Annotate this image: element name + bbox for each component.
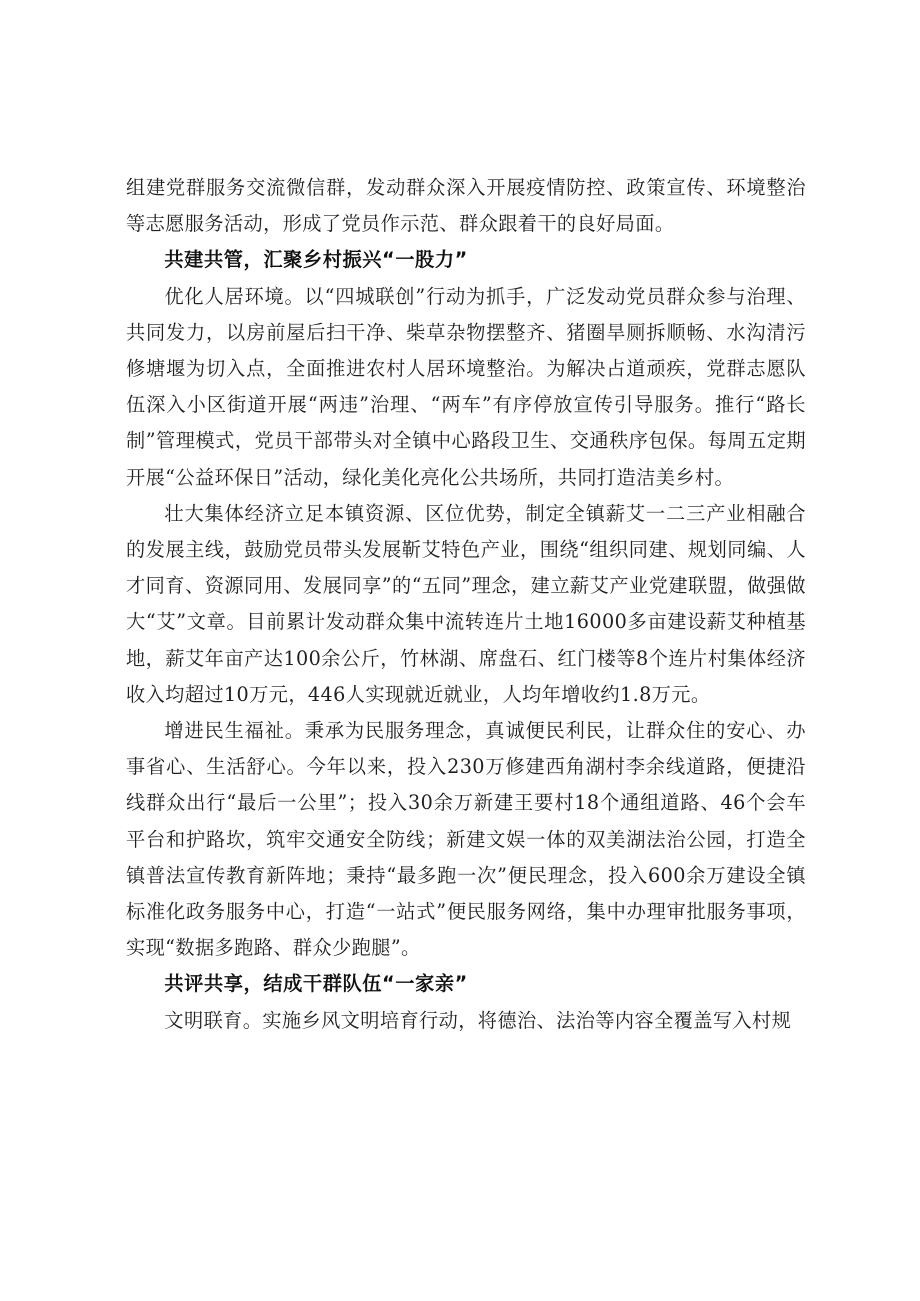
section-heading-co-build: 共建共管，汇聚乡村振兴“一股力” [164,248,468,272]
paragraph-living-environment: 优化人居环境。以“四城联创”行动为抓手，广泛发动党员群众参与治理、共同发力，以房前屋后扫干净、柴草杂物摆整齐、猪圈旱厕拆顺畅、水沟清污修塘堰为切入点，全面推进农村人居环境整治。为解决占道顽疾，党群志愿队伍深入小区街道开展“两违”治理、“两车”有序停放宣传引导服务。推行“路长制”管理模式，党员干部带头对全镇中心路段卫生、交通秩序包保。每周五定期开展“公益环保日”活动，绿化美化亮化公共场所，共同打造洁美乡村。 [126,284,806,489]
paragraph-collective-economy: 壮大集体经济立足本镇资源、区位优势，制定全镇薪艾一二三产业相融合的发展主线，鼓励党员带头发展靳艾特色产业，围绕“组织同建、规划同编、人才同育、资源同用、发展同享”的“五同”理念，建立薪艾产业党建联盟，做强做大“艾”文章。目前累计发动群众集中流转连片土地16000多亩建设薪艾种植基地，薪艾年亩产达100余公斤，竹林湖、席盘石、红门楼等8个连片村集体经济收入均超过10万元，446人实现就近就业，人均年增收约1.8万元。 [126,501,806,706]
document-body [126,170,806,1039]
paragraph-livelihood: 增进民生福祉。秉承为民服务理念，真诚便民利民，让群众住的安心、办事省心、生活舒心。今年以来，投入230万修建西角湖村李余线道路，便捷沿线群众出行“最后一公里”；投入30余万新建王要村18个通组道路、46个会车平台和护路坎，筑牢交通安全防线；新建文娱一体的双美湖法治公园，打造全镇普法宣传教育新阵地；秉持“最多跑一次”便民理念，投入600余万建设全镇标准化政务服务中心，打造“一站式”便民服务网络，集中办理审批服务事项，实现“数据多跑路、群众少跑腿”。 [126,719,806,960]
paragraph-intro-continued: 组建党群服务交流微信群，发动群众深入开展疫情防控、政策宣传、环境整治等志愿服务活动，形成了党员作示范、群众跟着干的良好局面。 [126,176,806,236]
section-heading-co-evaluate: 共评共享，结成干群队伍“一家亲” [164,972,468,996]
paragraph-civilization: 文明联育。实施乡风文明培育行动，将德治、法治等内容全覆盖写入村规 [164,1008,792,1032]
